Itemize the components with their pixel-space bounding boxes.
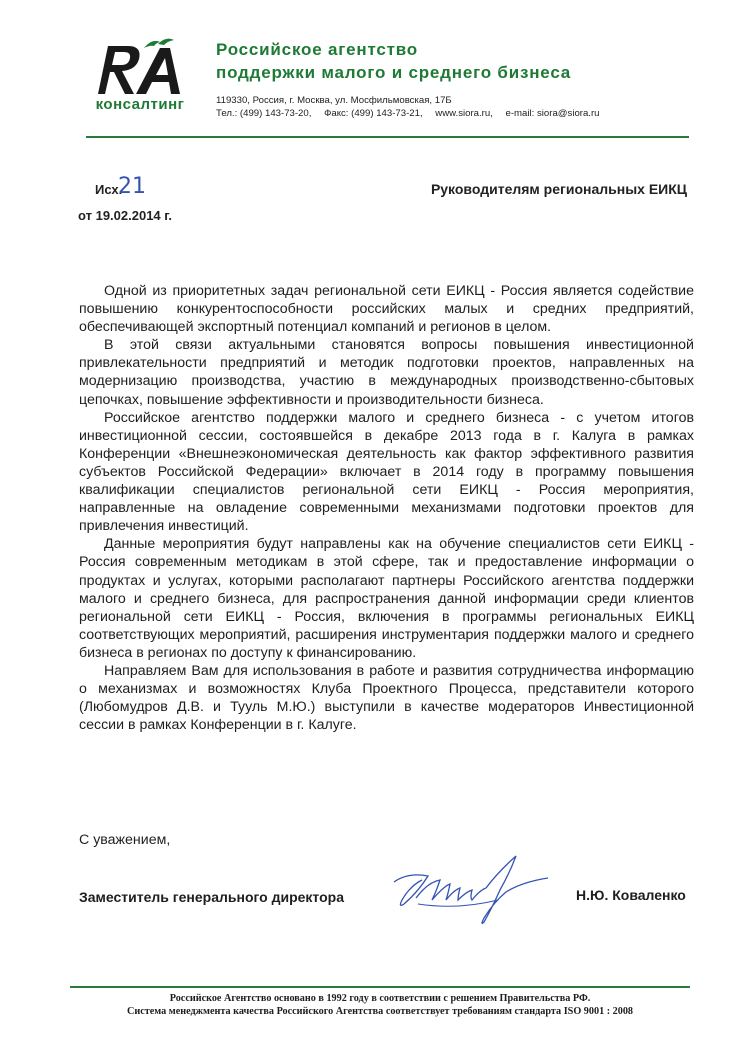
company-logo (84, 36, 196, 116)
outgoing-ref-label: Исх. (95, 182, 123, 197)
outgoing-ref-date: от 19.02.2014 г. (78, 208, 172, 223)
letter-body (79, 282, 694, 734)
footer-divider (70, 986, 690, 988)
footer-line2: Система менеджмента качества Российского Агентства соответствует требованиям стандарта ISO 9001 : 2008 (126, 1006, 634, 1017)
email-link[interactable]: e-mail: siora@siora.ru (505, 108, 600, 119)
body-paragraph: Российское агентство поддержки малого и среднего бизнеса - с учетом итогов инвестиционной сессии, состоявшейся в декабре 2013 года в г. Калуга в рамках Конференции «Внешнеэкономическая деятельность как фактор эффективного развития субъектов Российской Федерации» включает в 2014 году в программу повышения квалификации специалистов региональной сети ЕИКЦ - Россия мероприятия, направленные на овладение современными механизмами подготовки проектов для привлечения инвестиций. (79, 409, 694, 535)
body-paragraph: В этой связи актуальными становятся вопросы повышения инвестиционной привлекательности предприятий и методик подготовки проектов, направленных на модернизацию производства, участию в международных производственно-сбытовых цепочках, повышение эффективности и производительности бизнеса. (79, 337, 694, 408)
body-paragraph: Данные мероприятия будут направлены как на обучение специалистов сети ЕИКЦ - Россия современным методикам в этой сфере, так и предоставление информации о продуктах и услугах, которыми располагают партнеры Российского агентства поддержки малого и среднего бизнеса, для распространения данной информации среди клиентов региональной сети ЕИКЦ - Россия, включения в программы региональных ЕИКЦ соответствующих мероприятий, расширения инструментария поддержки малого и среднего бизнеса в регионах по доступу к финансированию. (79, 536, 694, 661)
body-paragraph: Одной из приоритетных задач региональной сети ЕИКЦ - Россия является содействие повышению конкурентоспособности российских малых и средних предприятий, обеспечивающей экспортный потенциал компаний и регионов в целом. (79, 283, 694, 336)
handwritten-signature (388, 852, 553, 928)
signer-name: Н.Ю. Коваленко (576, 887, 686, 903)
closing-greeting: С уважением, (79, 832, 171, 848)
signer-title: Заместитель генерального директора (79, 889, 344, 905)
org-name-line2: поддержки малого и среднего бизнеса (216, 63, 572, 82)
footer-line1: Российское Агентство основано в 1992 году в соответствии с решением Правительства РФ. (169, 993, 591, 1004)
organization-name (216, 38, 571, 84)
website-link[interactable]: www.siora.ru, (435, 108, 493, 119)
fax-text: Факс: (499) 143-73-21, (324, 108, 423, 119)
organization-address: 119330, Россия, г. Москва, ул. Мосфильмовская, 17Б (216, 95, 452, 106)
letter-recipient: Руководителям региональных ЕИКЦ (430, 181, 687, 197)
logo-word: консалтинг (95, 96, 185, 113)
header-divider (86, 136, 689, 138)
organization-contacts (216, 107, 600, 120)
ra-logo-icon (84, 36, 196, 98)
outgoing-ref-number: 21 (118, 174, 146, 199)
org-name-line1: Российское агентство (216, 40, 418, 59)
page-footer (70, 992, 690, 1018)
phone-text: Тел.: (499) 143-73-20, (216, 108, 312, 119)
body-paragraph: Направляем Вам для использования в работе и развития сотрудничества информацию о механизмах и возможностях Клуба Проектного Процесса, представители которого (Любомудров Д.В. и Тууль М.Ю.) выступили в качестве модераторов Инвестиционной сессии в рамках Конференции в г. Калуге. (79, 662, 694, 734)
